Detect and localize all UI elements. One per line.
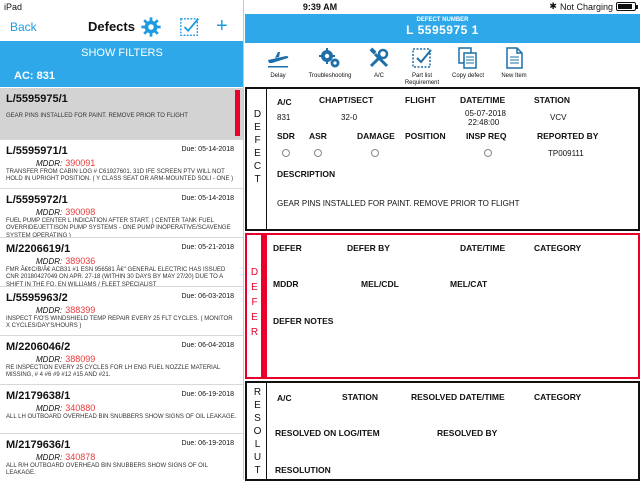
part-list-label: Part list Requirement <box>404 73 440 86</box>
defect-id: M/2179638/1 <box>6 390 71 402</box>
insp-req-radio[interactable] <box>484 149 492 157</box>
copy-defect-button[interactable] <box>445 43 491 85</box>
new-document-icon <box>502 46 526 70</box>
asr-label: ASR <box>309 131 327 141</box>
part-list-button[interactable] <box>399 43 445 85</box>
mddr-label: MDDR: <box>36 453 63 462</box>
troubleshooting-label: Troubleshooting <box>308 73 352 79</box>
mddr-label: MDDR: <box>36 257 63 266</box>
defer-label: DEFER <box>273 243 302 253</box>
list-item[interactable] <box>0 336 244 385</box>
aircraft-label: AC: 831 <box>0 65 244 87</box>
list-item[interactable] <box>0 287 244 336</box>
station-label: STATION <box>534 95 571 105</box>
list-item[interactable] <box>0 140 244 189</box>
copy-defect-label: Copy defect <box>451 73 485 79</box>
insp-req-label: INSP REQ <box>466 131 507 141</box>
resolution-category-label: CATEGORY <box>534 392 582 402</box>
mddr-number: 388099 <box>65 354 96 364</box>
tools-icon <box>367 46 391 70</box>
flight-label: FLIGHT <box>405 95 436 105</box>
due-date: Due: 06-03-2018 <box>181 293 234 300</box>
resolution-label: RESOLUTION <box>275 465 331 475</box>
defer-category-label: CATEGORY <box>534 243 582 253</box>
list-item[interactable] <box>0 238 244 287</box>
mddr-number: 388399 <box>65 305 96 315</box>
mddr-line <box>6 354 238 364</box>
defect-tab <box>247 89 267 229</box>
mddr-line <box>6 403 238 413</box>
chapt-sect-value: 32-0 <box>341 113 358 122</box>
mddr-line <box>6 452 238 462</box>
charging-label: Not Charging <box>559 1 613 12</box>
date-time-label: DATE/TIME <box>460 95 506 105</box>
mddr-label: MDDR: <box>36 208 63 217</box>
time-value: 22:48:00 <box>468 118 500 127</box>
defect-id: L/5595975/1 <box>6 93 68 105</box>
resolution-ac-label: A/C <box>277 393 292 403</box>
date-value: 05-07-2018 <box>465 109 506 118</box>
defect-id: L/5595963/2 <box>6 292 68 304</box>
defer-notes-label: DEFER NOTES <box>273 316 334 326</box>
defect-list <box>0 88 244 480</box>
mddr-label: MDDR: <box>36 159 63 168</box>
mddr-line <box>6 256 238 266</box>
resolved-log-item-label: RESOLVED ON LOG/ITEM <box>275 428 380 438</box>
resolution-tab-label: RESOLUT <box>252 387 263 478</box>
defect-id: L/5595972/1 <box>6 194 68 206</box>
clock: 9:39 AM <box>302 2 338 12</box>
mddr-label: MDDR: <box>36 306 63 315</box>
new-item-button[interactable] <box>491 43 537 85</box>
defect-description: ALL LH OUTBOARD OVERHEAD BIN SNUBBERS SHOW SIGNS OF OIL LEAKAGE. <box>6 414 237 420</box>
defect-description: ALL R/H OUTBOARD OVERHEAD BIN SNUBBERS SHOW SIGNS OF OIL LEAKAGE. <box>6 463 208 477</box>
defer-date-time-label: DATE/TIME <box>460 243 506 253</box>
defect-detail-pane <box>245 0 640 480</box>
ac-value: 831 <box>277 113 291 122</box>
due-date: Due: 05-14-2018 <box>181 195 234 202</box>
action-toolbar <box>245 43 640 85</box>
defect-list-pane <box>0 0 244 480</box>
ac-label: A/C <box>373 73 384 79</box>
defect-description: GEAR PINS INSTALLED FOR PAINT. REMOVE PRIOR TO FLIGHT <box>6 113 188 119</box>
defer-tab-label: DEFER <box>249 267 260 342</box>
settings-gear-icon[interactable] <box>140 16 162 38</box>
defect-number-value: L 5595975 1 <box>406 23 479 37</box>
asr-radio[interactable] <box>314 149 322 157</box>
show-filters-button[interactable]: SHOW FILTERS <box>0 41 244 65</box>
due-date: Due: 05-14-2018 <box>181 146 234 153</box>
defect-id: M/2206619/1 <box>6 243 71 255</box>
description-value[interactable]: GEAR PINS INSTALLED FOR PAINT. REMOVE PRIOR TO FLIGHT <box>277 199 520 208</box>
list-item[interactable] <box>0 434 244 480</box>
airplane-delay-icon <box>266 46 290 70</box>
bluetooth-icon: ✱ <box>549 1 557 11</box>
defect-id: M/2206046/2 <box>6 341 71 353</box>
defect-id: L/5595971/1 <box>6 145 68 157</box>
resolution-station-label: STATION <box>342 392 379 402</box>
mel-cdl-label: MEL/CDL <box>361 279 399 289</box>
mel-cat-label: MEL/CAT <box>450 279 488 289</box>
reported-by-label: REPORTED BY <box>537 131 599 141</box>
sdr-label: SDR <box>277 131 295 141</box>
new-item-label: New Item <box>501 73 527 79</box>
mddr-line <box>6 305 238 315</box>
selected-marker <box>235 90 240 136</box>
resolved-date-time-label: RESOLVED DATE/TIME <box>411 392 505 402</box>
due-date: Due: 06-04-2018 <box>181 342 234 349</box>
navigation-bar <box>0 14 244 40</box>
reported-by-value: TP009111 <box>548 149 584 158</box>
mddr-number: 390091 <box>65 158 96 168</box>
sdr-radio[interactable] <box>282 149 290 157</box>
mddr-line <box>6 207 238 217</box>
ac-label: A/C <box>277 97 292 107</box>
checklist-icon <box>410 46 434 70</box>
troubleshooting-button[interactable] <box>301 43 359 85</box>
mddr-line <box>6 158 238 168</box>
damage-label: DAMAGE <box>357 131 395 141</box>
add-defect-button[interactable]: + <box>216 15 228 37</box>
defect-description: INSPECT F/O'S WINDSHIELD TEMP REPAIR EVERY 25 FLT CYCLES. ( MONITOR X CYCLES/DAY'S/HOURS ) <box>6 316 233 330</box>
due-date: Due: 05-21-2018 <box>181 244 234 251</box>
gears-icon <box>318 46 342 70</box>
due-date: Due: 06-19-2018 <box>181 391 234 398</box>
defect-description: TRANSFER FROM CABIN LOG # C61927601. 31D IFE SCREEN PTV WILL NOT HOLD IN UPRIGHT POSITION. ( Y CLASS SEAT OR ARM-MOUNTED SOLI - ONE ) <box>6 169 234 183</box>
ac-button[interactable] <box>359 43 399 85</box>
mddr-number: 340878 <box>65 452 96 462</box>
delay-button[interactable] <box>255 43 301 85</box>
description-label: DESCRIPTION <box>277 169 336 179</box>
defer-tab <box>247 235 267 377</box>
list-item[interactable] <box>0 189 244 238</box>
defect-description: FMR Â€¢C/B/Â€ ACB31 #1 ESN 956581 Â€" GENERAL ELECTRIC HAS ISSUED CNR 20180427049 ON APR. 27-18 (WITHIN 30 DAYS BY MAY 27/20) DUE TO A SHIFT IN THE FO. EN WILLIAMS / FLEET SPECIALIST <box>6 267 226 287</box>
mddr-number: 389036 <box>65 256 96 266</box>
station-value: VCV <box>550 113 567 122</box>
defect-number-header <box>245 14 640 43</box>
resolved-by-label: RESOLVED BY <box>437 428 498 438</box>
damage-radio[interactable] <box>371 149 379 157</box>
defect-description: RE INSPECTION EVERY 25 CYCLES FOR LH ENG FUEL NOZZLE MATERIAL MISSING, # 4 #6 #9 #12 #15 AND #21. <box>6 365 220 379</box>
defect-tab-label: DEFECT <box>252 109 263 187</box>
position-label: POSITION <box>405 131 446 141</box>
defer-section <box>245 233 640 379</box>
defect-id: M/2179636/1 <box>6 439 71 451</box>
defect-number-label: DEFECT NUMBER <box>416 17 469 23</box>
list-item[interactable] <box>0 385 244 434</box>
copy-icon <box>456 46 480 70</box>
mddr-number: 390098 <box>65 207 96 217</box>
defect-description: FUEL PUMP CENTER L INDICATION AFTER START. ( CENTER TANK FUEL OVERRIDE/JETTISON PUMP SYSTEMS - ONE PUMP INOPERATIVE/SCAVENGE SYSTEM OPERATING ) <box>6 218 231 238</box>
defect-section <box>245 87 640 231</box>
resolution-tab <box>247 383 267 479</box>
resolution-section <box>245 381 640 481</box>
page-title: Defects <box>88 19 135 34</box>
mddr-label: MDDR: <box>36 404 63 413</box>
mddr-label: MDDR <box>273 279 299 289</box>
defer-by-label: DEFER BY <box>347 243 390 253</box>
chapt-sect-label: CHAPT/SECT <box>319 95 374 105</box>
mddr-number: 340880 <box>65 403 96 413</box>
back-button[interactable]: Back <box>10 20 37 34</box>
delay-label: Delay <box>270 73 286 79</box>
device-label: iPad <box>4 2 23 12</box>
select-checkbox-icon[interactable] <box>179 16 201 38</box>
mddr-label: MDDR: <box>36 355 63 364</box>
due-date: Due: 06-19-2018 <box>181 440 234 447</box>
list-item[interactable] <box>0 88 244 140</box>
